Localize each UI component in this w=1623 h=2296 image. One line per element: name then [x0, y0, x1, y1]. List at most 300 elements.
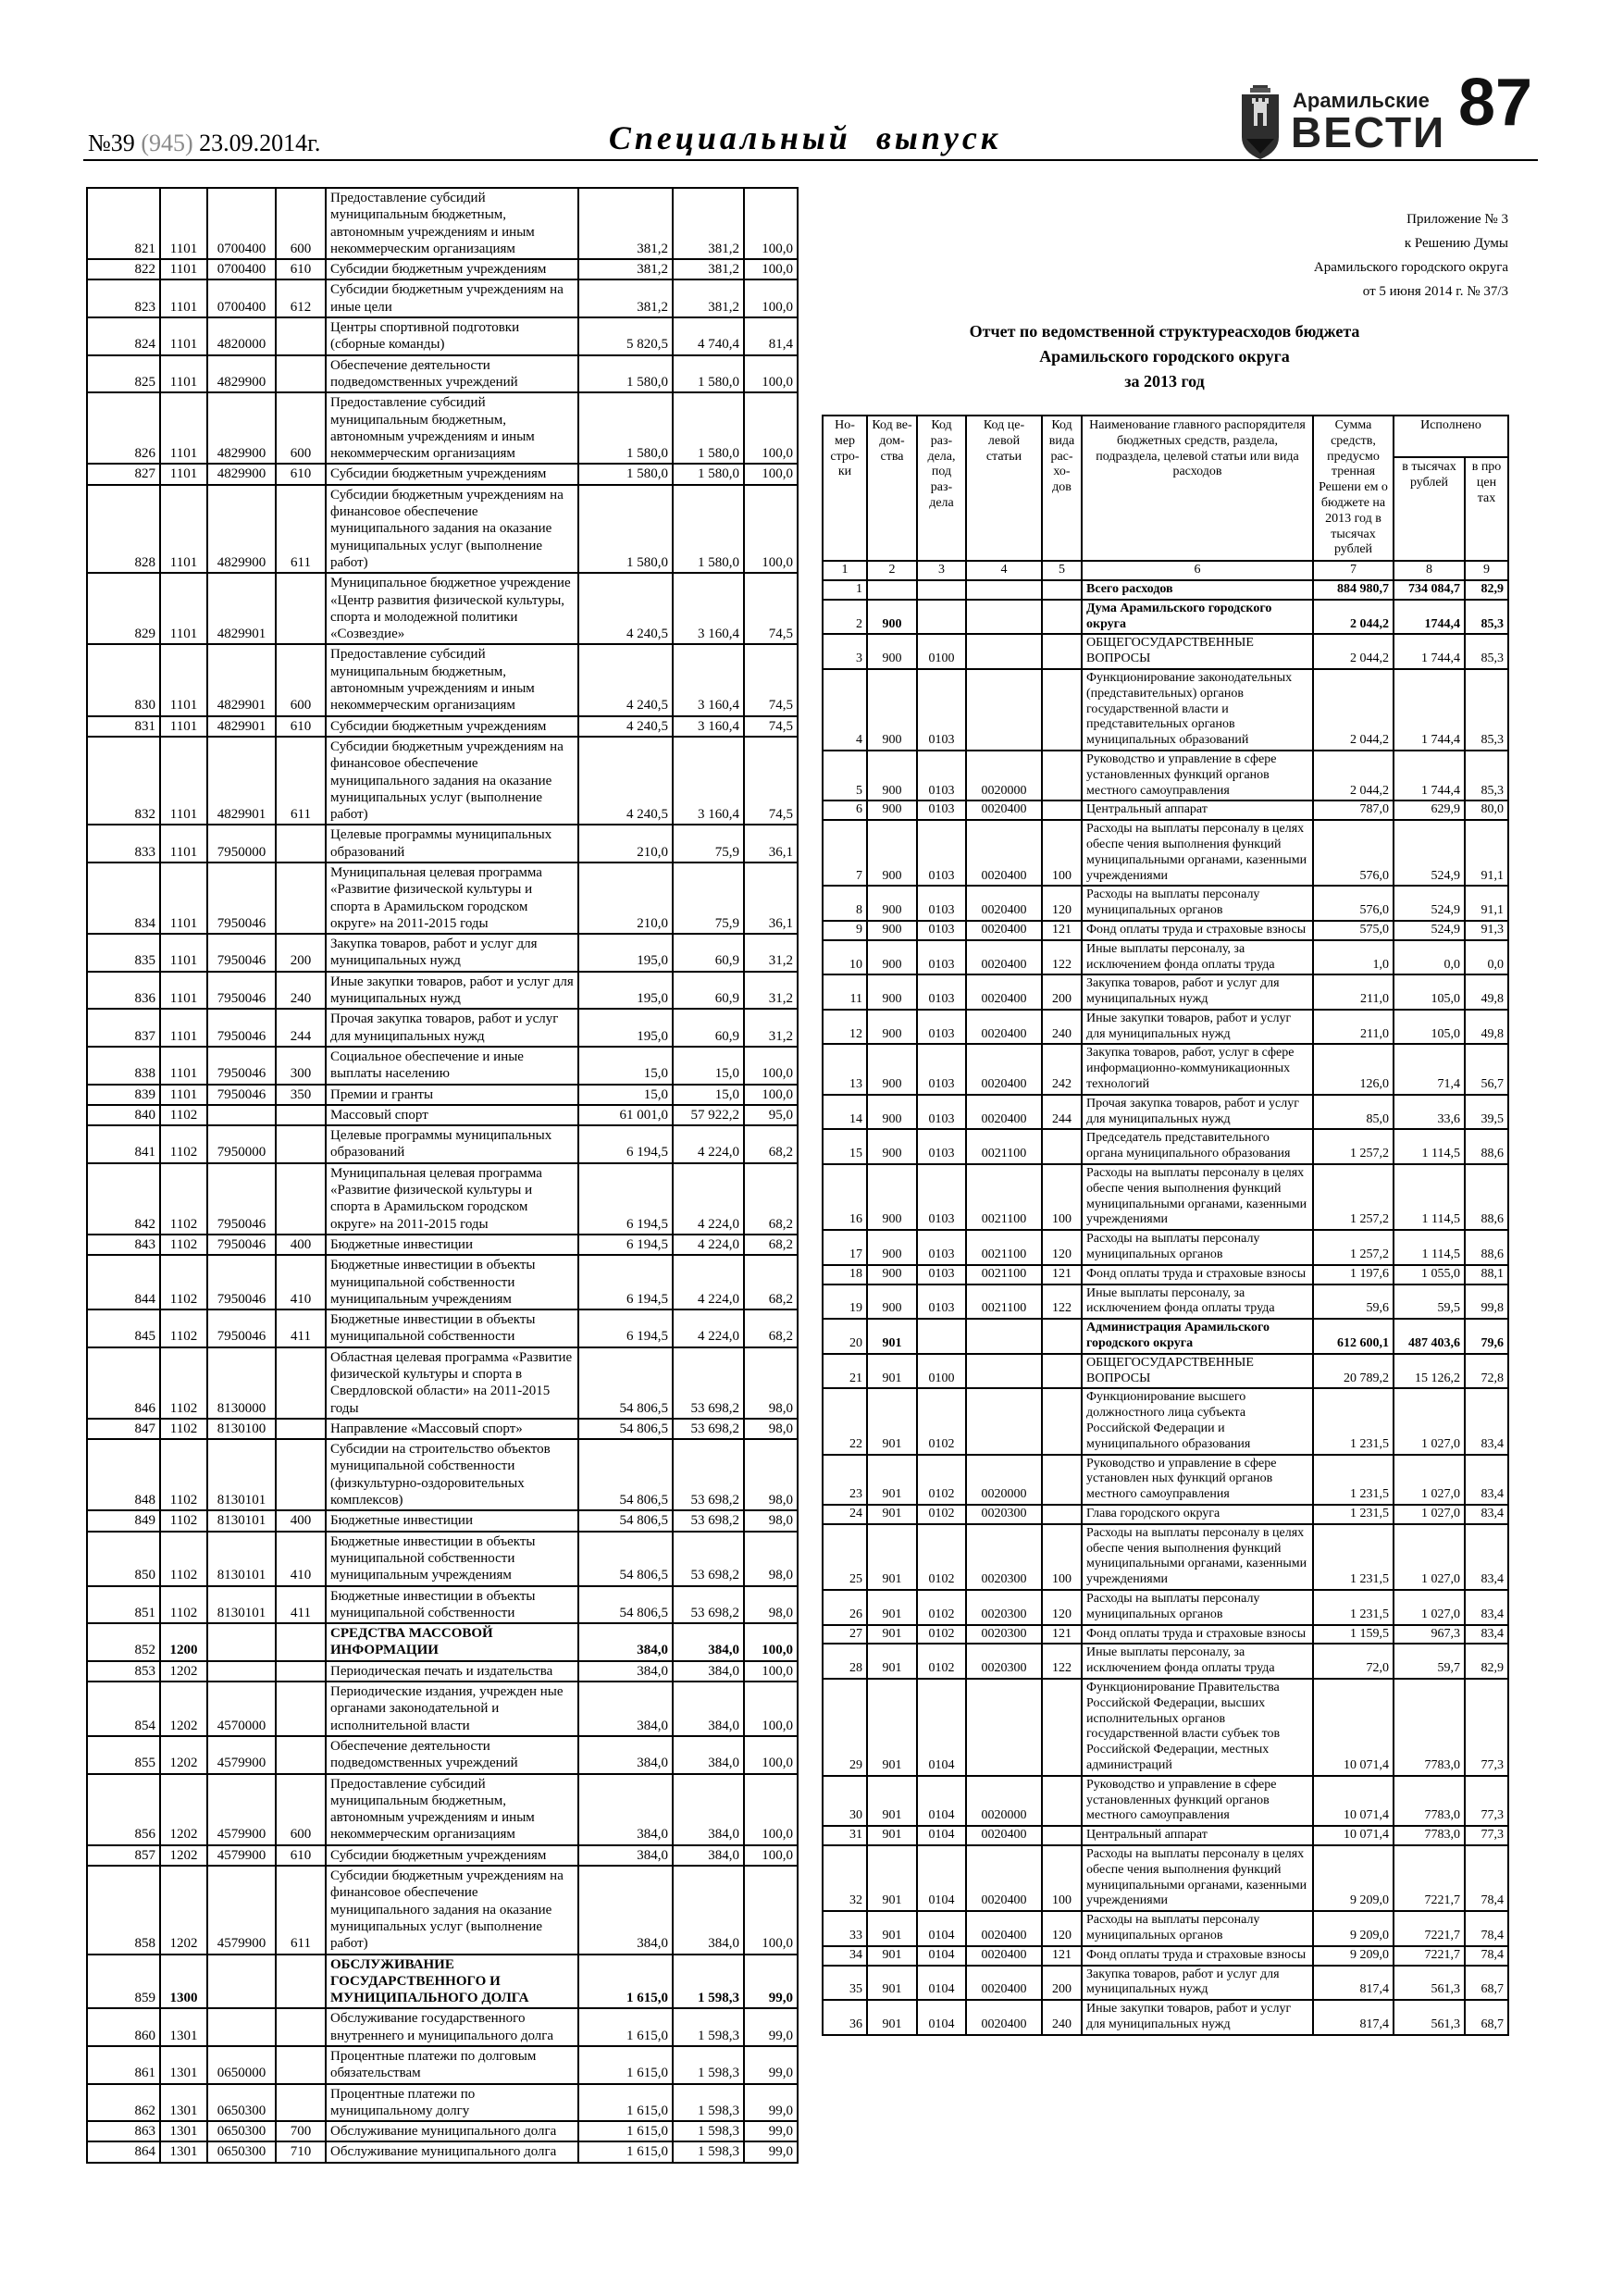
target-article-code-cell: 0700400 — [207, 279, 276, 317]
subsection-code-cell: 1202 — [160, 1661, 207, 1682]
subsection-code-cell: 1102 — [160, 1510, 207, 1531]
planned-amount-cell: 4 240,5 — [578, 573, 673, 644]
expense-type-code-cell — [276, 1419, 326, 1439]
dept-code-cell: 900 — [867, 1095, 917, 1130]
expense-name-cell: Фонд оплаты труда и страховые взносы — [1082, 1265, 1313, 1285]
executed-amount-cell: 4 224,0 — [673, 1309, 744, 1347]
expense-name-cell: Обеспечение деятельности подведомственных учреждений — [326, 1736, 578, 1774]
expense-name-cell: Периодические издания, учрежден ные органами законодательной и исполнительной власти — [326, 1682, 578, 1736]
planned-amount-cell: 54 806,5 — [578, 1586, 673, 1624]
expense-name-cell: Центры спортивной подготовки (сборные команды) — [326, 317, 578, 355]
expense-name-cell: Предоставление субсидий муниципальным бюджетным, автономным учреждениям и иным некоммерческим организациям — [326, 392, 578, 464]
target-article-code-cell — [966, 600, 1042, 635]
executed-percent-cell: 100,0 — [744, 1866, 798, 1954]
subsection-code-cell: 1102 — [160, 1532, 207, 1586]
budget-table-left — [86, 187, 799, 2164]
subsection-code-cell: 1101 — [160, 1085, 207, 1105]
expense-name-cell: Областная целевая программа «Развитие физической культуры и спорта в Свердловской области» на 2011-2015 годы — [326, 1347, 578, 1419]
issue-serial: (945) — [141, 130, 193, 156]
table-row — [87, 464, 798, 484]
column-number-cell: 7 — [1313, 561, 1394, 580]
target-article-code-cell: 4829900 — [207, 355, 276, 393]
target-article-code-cell: 0020400 — [966, 1010, 1042, 1045]
section-code-cell: 0102 — [917, 1388, 966, 1454]
executed-amount-cell: 734 084,7 — [1394, 580, 1465, 600]
table-row — [87, 317, 798, 355]
expense-type-code-cell — [276, 1163, 326, 1235]
executed-percent-cell: 68,2 — [744, 1235, 798, 1255]
planned-amount-cell: 210,0 — [578, 825, 673, 863]
expense-name-cell: Муниципальная целевая программа «Развитие физической культуры и спорта в Арамильском городском округе» на 2011-2015 годы — [326, 1163, 578, 1235]
target-article-code-cell: 0020400 — [966, 800, 1042, 820]
planned-amount-cell: 15,0 — [578, 1047, 673, 1085]
planned-amount-cell: 85,0 — [1313, 1095, 1394, 1130]
expense-type-code-cell: 120 — [1042, 886, 1082, 921]
executed-percent-cell: 72,8 — [1465, 1354, 1508, 1389]
table-row — [823, 1776, 1508, 1826]
table-row — [87, 1163, 798, 1235]
executed-amount-cell: 381,2 — [673, 279, 744, 317]
expense-type-code-cell: 200 — [1042, 1966, 1082, 2001]
executed-percent-cell: 85,3 — [1465, 600, 1508, 635]
planned-amount-cell: 2 044,2 — [1313, 669, 1394, 751]
executed-percent-cell: 100,0 — [744, 392, 798, 464]
expense-type-code-cell: 200 — [276, 934, 326, 972]
table-row — [87, 1047, 798, 1085]
section-code-cell: 0103 — [917, 751, 966, 800]
expense-name-cell: Администрация Арамильского городского округа — [1082, 1319, 1313, 1354]
subsection-code-cell: 1202 — [160, 1736, 207, 1774]
expense-type-code-cell — [1042, 1388, 1082, 1454]
expense-type-code-cell: 100 — [1042, 820, 1082, 886]
executed-amount-cell: 57 922,2 — [673, 1105, 744, 1125]
subsection-code-cell: 1202 — [160, 1682, 207, 1736]
target-article-code-cell: 0020400 — [966, 1966, 1042, 2001]
planned-amount-cell: 4 240,5 — [578, 737, 673, 825]
row-number-cell: 15 — [823, 1129, 867, 1164]
dept-code-cell: 900 — [867, 974, 917, 1010]
executed-percent-cell: 100,0 — [744, 1845, 798, 1866]
target-article-code-cell: 4829900 — [207, 392, 276, 464]
planned-amount-cell: 54 806,5 — [578, 1532, 673, 1586]
target-article-code-cell: 7950046 — [207, 1255, 276, 1309]
executed-percent-cell: 77,3 — [1465, 1826, 1508, 1845]
target-article-code-cell: 4829900 — [207, 464, 276, 484]
row-number-cell: 840 — [87, 1105, 160, 1125]
target-article-code-cell — [207, 1955, 276, 2009]
table-row — [87, 2084, 798, 2122]
table-row — [87, 1661, 798, 1682]
column-number-cell: 6 — [1082, 561, 1313, 580]
executed-amount-cell: 0,0 — [1394, 940, 1465, 975]
subsection-code-cell: 1101 — [160, 188, 207, 259]
planned-amount-cell: 1 231,5 — [1313, 1455, 1394, 1505]
executed-percent-cell: 49,8 — [1465, 974, 1508, 1010]
planned-amount-cell: 384,0 — [578, 1866, 673, 1954]
table-row — [823, 1319, 1508, 1354]
row-number-cell: 828 — [87, 485, 160, 573]
planned-amount-cell: 54 806,5 — [578, 1439, 673, 1510]
executed-amount-cell: 1 580,0 — [673, 355, 744, 393]
row-number-cell: 23 — [823, 1455, 867, 1505]
section-code-cell: 0103 — [917, 886, 966, 921]
row-number-cell: 25 — [823, 1524, 867, 1590]
target-article-code-cell: 7950046 — [207, 1163, 276, 1235]
section-code-cell: 0102 — [917, 1524, 966, 1590]
section-code-cell: 0102 — [917, 1590, 966, 1625]
planned-amount-cell: 10 071,4 — [1313, 1776, 1394, 1826]
target-article-code-cell: 0020400 — [966, 1946, 1042, 1966]
expense-name-cell: Прочая закупка товаров, работ и услуг для муниципальных нужд — [1082, 1095, 1313, 1130]
table-row — [87, 825, 798, 863]
row-number-cell: 847 — [87, 1419, 160, 1439]
expense-name-cell: Периодическая печать и издательства — [326, 1661, 578, 1682]
executed-amount-cell: 7221,7 — [1394, 1845, 1465, 1911]
target-article-code-cell: 0021100 — [966, 1129, 1042, 1164]
expense-name-cell: ОБСЛУЖИВАНИЕ ГОСУДАРСТВЕННОГО И МУНИЦИПАЛЬНОГО ДОЛГА — [326, 1955, 578, 2009]
expense-name-cell: Расходы на выплаты персоналу муниципальных органов — [1082, 1911, 1313, 1946]
table-row — [823, 751, 1508, 800]
executed-amount-cell: 1 598,3 — [673, 2008, 744, 2046]
executed-percent-cell: 78,4 — [1465, 1845, 1508, 1911]
table-row — [823, 1625, 1508, 1644]
row-number-cell: 2 — [823, 600, 867, 635]
planned-amount-cell: 211,0 — [1313, 1010, 1394, 1045]
target-article-code-cell: 4579900 — [207, 1845, 276, 1866]
executed-percent-cell: 78,4 — [1465, 1911, 1508, 1946]
expense-type-code-cell: 244 — [1042, 1095, 1082, 1130]
expense-type-code-cell — [1042, 1679, 1082, 1776]
planned-amount-cell: 9 209,0 — [1313, 1845, 1394, 1911]
planned-amount-cell: 787,0 — [1313, 800, 1394, 820]
row-number-cell: 853 — [87, 1661, 160, 1682]
table-row — [87, 485, 798, 573]
executed-amount-cell: 3 160,4 — [673, 737, 744, 825]
dept-code-cell: 900 — [867, 600, 917, 635]
target-article-code-cell — [207, 2008, 276, 2046]
subsection-code-cell: 1102 — [160, 1347, 207, 1419]
target-article-code-cell: 0650300 — [207, 2121, 276, 2141]
dept-code-cell: 901 — [867, 1505, 917, 1524]
executed-amount-cell: 1744,4 — [1394, 600, 1465, 635]
planned-amount-cell: 384,0 — [578, 1736, 673, 1774]
executed-amount-cell: 3 160,4 — [673, 573, 744, 644]
section-code-cell: 0104 — [917, 1776, 966, 1826]
row-number-cell: 841 — [87, 1125, 160, 1163]
executed-amount-cell: 1 598,3 — [673, 2121, 744, 2141]
table-row — [823, 580, 1508, 600]
expense-name-cell: Расходы на выплаты персоналу муниципальных органов — [1082, 1590, 1313, 1625]
dept-code-cell — [867, 580, 917, 600]
row-number-cell: 829 — [87, 573, 160, 644]
row-number-cell: 844 — [87, 1255, 160, 1309]
planned-amount-cell: 1 197,6 — [1313, 1265, 1394, 1285]
expense-name-cell: Прочая закупка товаров, работ и услуг для муниципальных нужд — [326, 1009, 578, 1047]
dept-code-cell: 901 — [867, 1679, 917, 1776]
planned-amount-cell: 2 044,2 — [1313, 600, 1394, 635]
executed-percent-cell: 91,3 — [1465, 921, 1508, 940]
target-article-code-cell: 7950000 — [207, 1125, 276, 1163]
expense-type-code-cell: 120 — [1042, 1911, 1082, 1946]
table-row — [823, 974, 1508, 1010]
table-row — [823, 1455, 1508, 1505]
executed-amount-cell: 71,4 — [1394, 1044, 1465, 1094]
expense-type-code-cell: 121 — [1042, 921, 1082, 940]
expense-type-code-cell: 600 — [276, 1774, 326, 1845]
planned-amount-cell: 817,4 — [1313, 2000, 1394, 2035]
section-code-cell — [917, 600, 966, 635]
expense-type-code-cell: 411 — [276, 1309, 326, 1347]
table-row — [823, 1285, 1508, 1320]
target-article-code-cell: 4829901 — [207, 716, 276, 737]
executed-amount-cell: 1 027,0 — [1394, 1388, 1465, 1454]
subsection-code-cell: 1101 — [160, 934, 207, 972]
table-row — [823, 1265, 1508, 1285]
executed-percent-cell: 83,4 — [1465, 1455, 1508, 1505]
executed-amount-cell: 1 598,3 — [673, 2084, 744, 2122]
executed-amount-cell: 33,6 — [1394, 1095, 1465, 1130]
executed-percent-cell: 99,0 — [744, 2046, 798, 2084]
target-article-code-cell: 0650300 — [207, 2084, 276, 2122]
expense-type-code-cell — [1042, 1455, 1082, 1505]
section-code-cell: 0103 — [917, 974, 966, 1010]
target-article-code-cell: 8130101 — [207, 1532, 276, 1586]
planned-amount-cell: 6 194,5 — [578, 1163, 673, 1235]
expense-name-cell: Руководство и управление в сфере установленных функций органов местного самоуправления — [1082, 751, 1313, 800]
executed-amount-cell: 524,9 — [1394, 921, 1465, 940]
executed-amount-cell: 105,0 — [1394, 974, 1465, 1010]
expense-type-code-cell — [1042, 1319, 1082, 1354]
executed-amount-cell: 59,7 — [1394, 1644, 1465, 1679]
executed-amount-cell: 1 744,4 — [1394, 751, 1465, 800]
table-row — [87, 934, 798, 972]
subsection-code-cell: 1101 — [160, 279, 207, 317]
executed-percent-cell: 78,4 — [1465, 1946, 1508, 1966]
target-article-code-cell: 0020300 — [966, 1505, 1042, 1524]
table-row — [87, 279, 798, 317]
expense-name-cell: Предоставление субсидий муниципальным бюджетным, автономным учреждениям и иным некоммерческим организациям — [326, 188, 578, 259]
executed-amount-cell: 1 114,5 — [1394, 1129, 1465, 1164]
expense-type-code-cell: 700 — [276, 2121, 326, 2141]
dept-code-cell: 900 — [867, 634, 917, 669]
table-row — [823, 669, 1508, 751]
subsection-code-cell: 1102 — [160, 1125, 207, 1163]
header-target-code: Код це-левой статьи — [966, 416, 1042, 561]
report-title — [822, 319, 1507, 394]
executed-percent-cell: 31,2 — [744, 934, 798, 972]
planned-amount-cell: 384,0 — [578, 1845, 673, 1866]
expense-type-code-cell: 600 — [276, 644, 326, 715]
section-code-cell: 0103 — [917, 1044, 966, 1094]
row-number-cell: 821 — [87, 188, 160, 259]
executed-amount-cell: 384,0 — [673, 1866, 744, 1954]
appendix-line: к Решению Думы — [1404, 236, 1508, 251]
table-row — [823, 1044, 1508, 1094]
executed-amount-cell: 384,0 — [673, 1774, 744, 1845]
expense-type-code-cell — [276, 355, 326, 393]
row-number-cell: 851 — [87, 1586, 160, 1624]
dept-code-cell: 901 — [867, 1911, 917, 1946]
target-article-code-cell: 0020300 — [966, 1625, 1042, 1644]
row-number-cell: 842 — [87, 1163, 160, 1235]
expense-type-code-cell — [276, 863, 326, 934]
section-code-cell: 0104 — [917, 1679, 966, 1776]
expense-type-code-cell: 121 — [1042, 1625, 1082, 1644]
table-row — [87, 2008, 798, 2046]
executed-percent-cell: 0,0 — [1465, 940, 1508, 975]
row-number-cell: 833 — [87, 825, 160, 863]
executed-amount-cell: 59,5 — [1394, 1285, 1465, 1320]
table-row — [87, 1510, 798, 1531]
executed-percent-cell: 83,4 — [1465, 1388, 1508, 1454]
row-number-cell: 29 — [823, 1679, 867, 1776]
row-number-cell: 860 — [87, 2008, 160, 2046]
column-numbers-row — [823, 561, 1508, 580]
subsection-code-cell: 1301 — [160, 2084, 207, 2122]
dept-code-cell: 901 — [867, 1644, 917, 1679]
subsection-code-cell: 1301 — [160, 2141, 207, 2162]
executed-percent-cell: 81,4 — [744, 317, 798, 355]
executed-amount-cell: 60,9 — [673, 1009, 744, 1047]
expense-type-code-cell — [276, 1661, 326, 1682]
row-number-cell: 845 — [87, 1309, 160, 1347]
target-article-code-cell: 4829900 — [207, 485, 276, 573]
table-row — [87, 1682, 798, 1736]
row-number-cell: 823 — [87, 279, 160, 317]
row-number-cell: 35 — [823, 1966, 867, 2001]
expense-type-code-cell: 611 — [276, 1866, 326, 1954]
expense-name-cell: Закупка товаров, работ и услуг для муниципальных нужд — [1082, 1966, 1313, 2001]
table-row — [87, 737, 798, 825]
report-title-line: за 2013 год — [1124, 372, 1205, 391]
table-row — [87, 188, 798, 259]
executed-amount-cell: 75,9 — [673, 825, 744, 863]
expense-name-cell: Расходы на выплаты персоналу муниципальных органов — [1082, 886, 1313, 921]
expense-type-code-cell: 121 — [1042, 1265, 1082, 1285]
header-sum: Сумма средств, предусмо тренная Решени ем о бюджете на 2013 год в тысячах рублей — [1313, 416, 1394, 561]
dept-code-cell: 901 — [867, 1826, 917, 1845]
section-code-cell: 0103 — [917, 1164, 966, 1230]
subsection-code-cell: 1102 — [160, 1255, 207, 1309]
table-row — [87, 2141, 798, 2162]
table-row — [823, 1644, 1508, 1679]
expense-name-cell: Обслуживание муниципального долга — [326, 2141, 578, 2162]
section-code-cell: 0103 — [917, 820, 966, 886]
planned-amount-cell: 1 615,0 — [578, 2046, 673, 2084]
subsection-code-cell: 1101 — [160, 716, 207, 737]
dept-code-cell: 901 — [867, 1455, 917, 1505]
subsection-code-cell: 1102 — [160, 1309, 207, 1347]
expense-name-cell: СРЕДСТВА МАССОВОЙ ИНФОРМАЦИИ — [326, 1623, 578, 1661]
planned-amount-cell: 4 240,5 — [578, 644, 673, 715]
target-article-code-cell: 0020400 — [966, 2000, 1042, 2035]
executed-percent-cell: 95,0 — [744, 1105, 798, 1125]
target-article-code-cell: 7950046 — [207, 1047, 276, 1085]
expense-type-code-cell: 122 — [1042, 940, 1082, 975]
table-row — [87, 1347, 798, 1419]
row-number-cell: 11 — [823, 974, 867, 1010]
executed-percent-cell: 99,0 — [744, 2141, 798, 2162]
row-number-cell: 825 — [87, 355, 160, 393]
expense-name-cell: Иные закупки товаров, работ и услуг для муниципальных нужд — [326, 972, 578, 1010]
table-row — [823, 1679, 1508, 1776]
executed-amount-cell: 53 698,2 — [673, 1439, 744, 1510]
row-number-cell: 10 — [823, 940, 867, 975]
row-number-cell: 22 — [823, 1388, 867, 1454]
dept-code-cell: 900 — [867, 800, 917, 820]
section-code-cell: 0103 — [917, 1265, 966, 1285]
target-article-code-cell: 0021100 — [966, 1230, 1042, 1265]
executed-percent-cell: 83,4 — [1465, 1524, 1508, 1590]
executed-percent-cell: 88,6 — [1465, 1164, 1508, 1230]
executed-amount-cell: 1 027,0 — [1394, 1505, 1465, 1524]
executed-percent-cell: 100,0 — [744, 1682, 798, 1736]
section-code-cell: 0103 — [917, 669, 966, 751]
planned-amount-cell: 576,0 — [1313, 886, 1394, 921]
table-row — [87, 573, 798, 644]
expense-name-cell: Фонд оплаты труда и страховые взносы — [1082, 1946, 1313, 1966]
target-article-code-cell — [207, 1105, 276, 1125]
issue-no: №39 — [88, 130, 135, 156]
executed-percent-cell: 85,3 — [1465, 669, 1508, 751]
executed-amount-cell: 381,2 — [673, 188, 744, 259]
budget-table-right — [822, 415, 1509, 2036]
executed-percent-cell: 88,1 — [1465, 1265, 1508, 1285]
table-row — [823, 1388, 1508, 1454]
row-number-cell: 859 — [87, 1955, 160, 2009]
expense-name-cell: Субсидии бюджетным учреждениям на финансовое обеспечение муниципального задания на оказание муниципальных услуг (выполнение работ) — [326, 1866, 578, 1954]
executed-amount-cell: 384,0 — [673, 1736, 744, 1774]
expense-type-code-cell — [276, 1105, 326, 1125]
executed-percent-cell: 100,0 — [744, 355, 798, 393]
executed-percent-cell: 100,0 — [744, 1661, 798, 1682]
row-number-cell: 8 — [823, 886, 867, 921]
header-dept-code: Код ве-дом-ства — [867, 416, 917, 561]
executed-amount-cell: 4 224,0 — [673, 1255, 744, 1309]
section-code-cell: 0104 — [917, 1946, 966, 1966]
target-article-code-cell: 0020300 — [966, 1524, 1042, 1590]
executed-percent-cell: 100,0 — [744, 464, 798, 484]
target-article-code-cell: 0020400 — [966, 886, 1042, 921]
expense-type-code-cell — [1042, 600, 1082, 635]
dept-code-cell: 900 — [867, 1044, 917, 1094]
row-number-cell: 1 — [823, 580, 867, 600]
row-number-cell: 863 — [87, 2121, 160, 2141]
executed-percent-cell: 74,5 — [744, 644, 798, 715]
expense-type-code-cell — [1042, 1776, 1082, 1826]
table-row — [87, 1009, 798, 1047]
expense-type-code-cell — [276, 2046, 326, 2084]
row-number-cell: 16 — [823, 1164, 867, 1230]
executed-amount-cell: 629,9 — [1394, 800, 1465, 820]
executed-amount-cell: 15,0 — [673, 1047, 744, 1085]
table-row — [87, 1866, 798, 1954]
expense-type-code-cell — [1042, 751, 1082, 800]
executed-amount-cell: 15,0 — [673, 1085, 744, 1105]
executed-percent-cell: 98,0 — [744, 1419, 798, 1439]
expense-name-cell: Субсидии бюджетным учреждениям на иные цели — [326, 279, 578, 317]
table-row — [823, 1845, 1508, 1911]
row-number-cell: 852 — [87, 1623, 160, 1661]
planned-amount-cell: 1 257,2 — [1313, 1129, 1394, 1164]
row-number-cell: 28 — [823, 1644, 867, 1679]
executed-amount-cell: 381,2 — [673, 259, 744, 279]
planned-amount-cell: 1 231,5 — [1313, 1524, 1394, 1590]
target-article-code-cell: 0020000 — [966, 751, 1042, 800]
executed-amount-cell: 1 580,0 — [673, 464, 744, 484]
executed-percent-cell: 98,0 — [744, 1510, 798, 1531]
table-row — [823, 800, 1508, 820]
